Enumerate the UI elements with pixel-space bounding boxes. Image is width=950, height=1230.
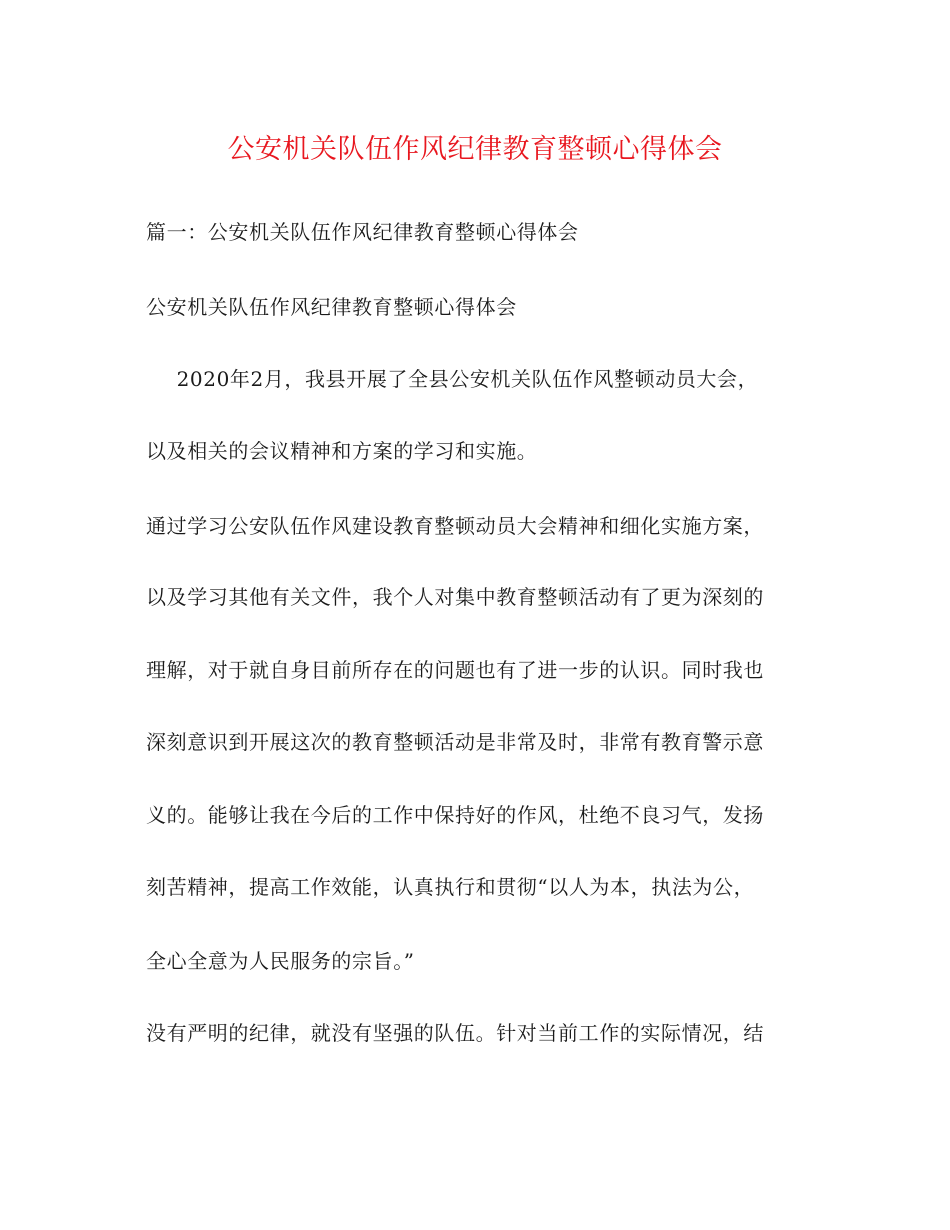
body-line: 义的。能够让我在今后的工作中保持好的作风，杜绝不良习气，发扬 <box>146 803 764 827</box>
body-line: 理解，对于就自身目前所存在的问题也有了进一步的认识。同时我也 <box>146 658 764 682</box>
body-line: 2020年2月，我县开展了全县公安机关队伍作风整顿动员大会， <box>156 367 759 391</box>
section-heading: 篇一：公安机关队伍作风纪律教育整顿心得体会 <box>146 220 579 244</box>
document-title: 公安机关队伍作风纪律教育整顿心得体会 <box>227 134 723 165</box>
body-line: 以及相关的会议精神和方案的学习和实施。 <box>146 439 538 463</box>
body-line: 没有严明的纪律，就没有坚强的队伍。针对当前工作的实际情况，结 <box>146 1021 764 1045</box>
body-line: 通过学习公安队伍作风建设教育整顿动员大会精神和细化实施方案， <box>146 514 764 538</box>
body-line: 以及学习其他有关文件，我个人对集中教育整顿活动有了更为深刻的 <box>146 585 764 609</box>
body-line: 全心全意为人民服务的宗旨。” <box>146 949 415 973</box>
body-line: 刻苦精神，提高工作效能，认真执行和贯彻“以人为本，执法为公， <box>146 875 755 899</box>
section-subtitle: 公安机关队伍作风纪律教育整顿心得体会 <box>146 295 517 319</box>
body-line: 深刻意识到开展这次的教育整顿活动是非常及时，非常有教育警示意 <box>146 730 764 754</box>
